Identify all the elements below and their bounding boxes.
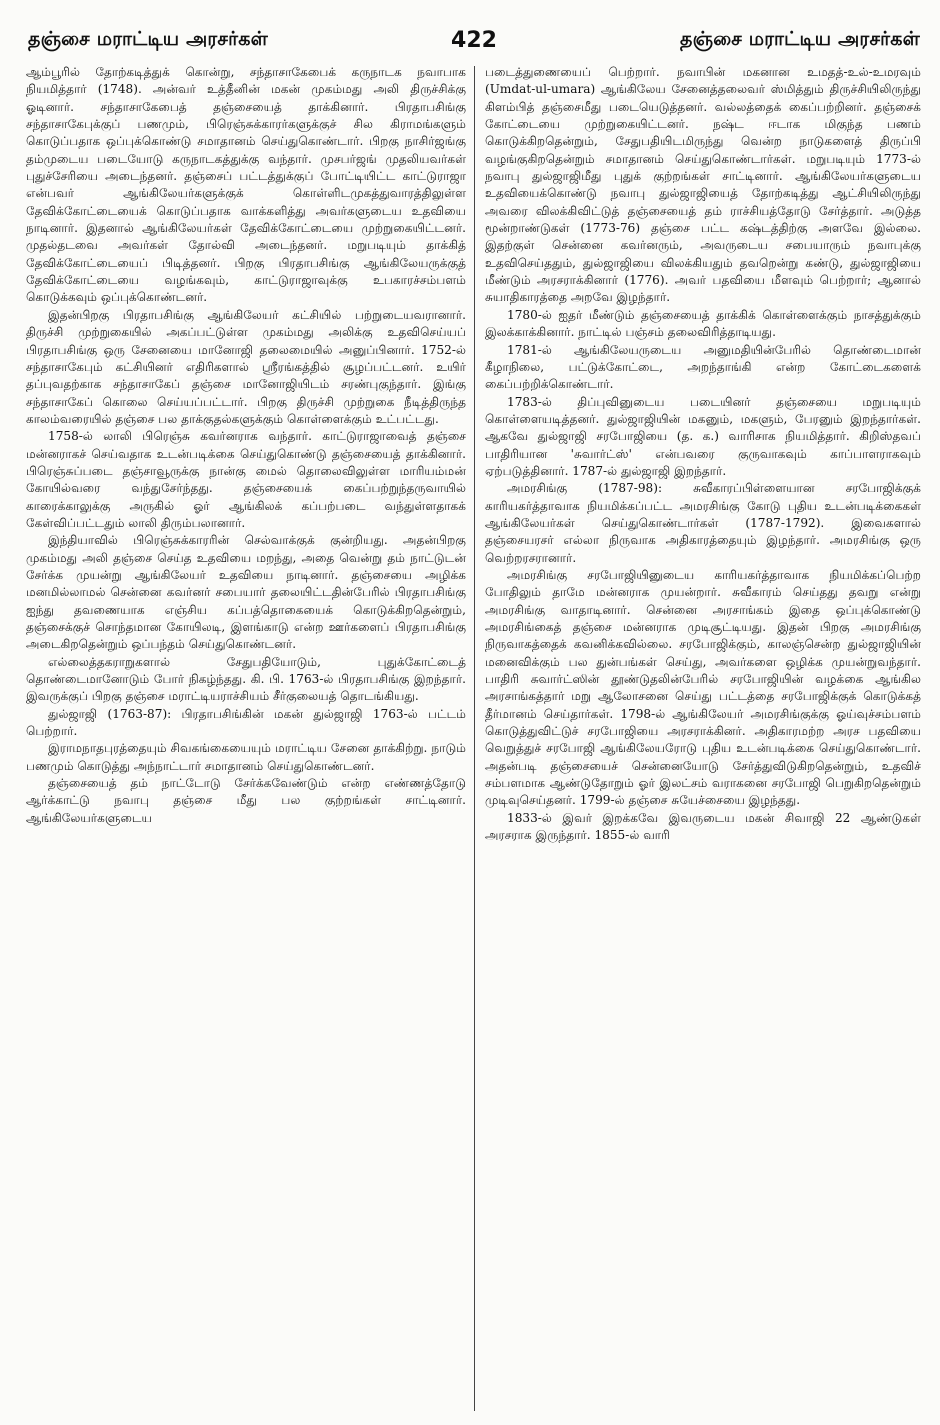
running-title-right: தஞ்சை மராட்டிய அரசர்கள் [680,27,920,50]
paragraph: 1780-ல் ஐதர் மீண்டும் தஞ்சையைத் தாக்கிக் கொள்ளைக்கும் நாசத்துக்கும் இலக்காக்கினார். நாட்டில் பஞ்சம் தலைவிரித்தாடியது. [485,307,921,340]
left-column [26,64,466,1414]
paragraph: 1833-ல் இவர் இறக்கவே இவருடைய மகன் சிவாஜி 22 ஆண்டுகள் அரசராக இருந்தார். 1855-ல் வாரி [485,810,921,843]
paragraph: அமரசிங்கு (1787-98): சுவீகாரப்பிள்ளையான சரபோஜிக்குக் காரியகர்த்தாவாக நியமிக்கப்பட்ட அமரசிங்கு கோடு புதிய உடன்படிக்கைகள் ஆங்கிலேயர்கள் செய்துகொண்டார்கள் (1787-1792). இவைகளால் தஞ்சையரசர் எல்லா நிருவாக அதிகாரத்தையும் இழந்தார். அமரசிங்கு ஒரு வெற்றரசரானார். [485,481,921,565]
page-number: 422 [451,27,497,53]
page-header [28,22,920,58]
paragraph: தஞ்சையைத் தம் நாட்டோடு சேர்க்கவேண்டும் என்ற எண்ணத்தோடு ஆர்க்காட்டு நவாபு தஞ்சை மீது பல குற்றங்கள் சாட்டினார். ஆங்கிலேயர்களுடைய [26,776,466,825]
paragraph: அமரசிங்கு சரபோஜியினுடைய காரியகர்த்தாவாக நியமிக்கப்பெற்ற போதிலும் தாமே மன்னராக முயன்றார். சுவீகாரம் செய்தது தவறு என்று அமரசிங்கு வாதாடினார். சென்னை அரசாங்கம் இதை ஒப்புக்கொண்டு அமரசிங்கைத் தஞ்சை மன்னராக முடிசூட்டியது. இதன் பிறகு அமரசிங்கு நிருவாகத்தைக் கவனிக்கவில்லை. சரபோஜிக்கும், காலஞ்சென்ற துல்ஜாஜியின் மனைவிக்கும் பல துன்பங்கள் செய்து, அவர்களை ஒழிக்க முயன்றுவந்தார். பாதிரி சுவார்ட்ஸின் தூண்டுதலின்பேரில் சரபோஜியின் வழக்கை ஆங்கில அரசாங்கத்தார் மறு ஆலோசனை செய்து பட்டத்தை சரபோஜிக்குக் கொடுக்கத் தீர்மானம் செய்தார்கள். 1798-ல் ஆங்கிலேயர் அமரசிங்குக்கு ஓய்வுச்சம்பளம் கொடுத்துவிட்டுச் சரபோஜியை அரசராக்கினர். அதிகாரமற்ற அரச பதவியை வெறுத்துச் சரபோஜி ஆங்கிலேயரோடு புதிய உடன்படிக்கை செய்துகொண்டார். அதன்படி தஞ்சையைச் சென்னையோடு சேர்த்துவிடுகிறதென்றும், உதவிச் சம்பளமாக ஆண்டுதோறும் ஓர் இலட்சம் வராகனை சரபோஜி பெறுகிறதென்றும் முடிவுசெய்தனர். 1799-ல் தஞ்சை சுயேச்சையை இழந்தது. [485,567,921,808]
paragraph: 1781-ல் ஆங்கிலேயருடைய அனுமதியின்பேரில் தொண்டைமான் கீழாநிலை, பட்டுக்கோட்டை, அறந்தாங்கி என்ற கோட்டைகளைக் கைப்பற்றிக்கொண்டார். [485,342,921,392]
paragraph: 1783-ல் திப்புவினுடைய படையினர் தஞ்சையை மறுபடியும் கொள்ளையடித்தனர். துல்ஜாஜியின் மகனும், மகளும், பேரனும் இறந்தார்கள். ஆகவே துல்ஜாஜி சரபோஜியை (த. க.) வாரிசாக நியமித்தார். கிறிஸ்தவப் பாதிரியான 'சுவார்ட்ஸ்' என்பவரை குருவாகவும் காப்பாளராகவும் ஏற்படுத்தினார். 1787-ல் துல்ஜாஜி இறந்தார். [485,394,921,478]
paragraph: துல்ஜாஜி (1763-87): பிரதாபசிங்கின் மகன் துல்ஜாஜி 1763-ல் பட்டம் பெற்றார். [26,706,466,739]
paragraph: படைத்துணையைப் பெற்றார். நவாபின் மகனான உமதத்-உல்-உமரவும் (Umdat-ul-umara) ஆங்கிலேய சேனைத்தலைவர் ஸ்மித்தும் திருச்சியிலிருந்து கிளம்பித் தஞ்சைமீது படையெடுத்தனர். வல்லத்தைக் கைப்பற்றினர். தஞ்சைக் கோட்டையை முற்றுகையிட்டனர். நஷ்ட ஈடாக மிகுந்த பணம் கொடுக்கிறதென்றும், சேதுபதியிடமிருந்து வென்ற நாடுகளைத் திருப்பி வழங்குகிறதென்றும் சமாதானம் செய்துகொண்டார்கள். மறுபடியும் 1773-ல் நவாபு துல்ஜாஜிமீது புதுக் குற்றங்கள் சாட்டினார். ஆங்கிலேயர்களுடைய உதவியைக்கொண்டு நவாபு துல்ஜாஜியைத் தோற்கடித்து ஆட்சியிலிருந்து அவரை விலக்கிவிட்டுத் தஞ்சையைத் தம் ராச்சியத்தோடு சேர்த்தார். அடுத்த மூன்றாண்டுகள் (1773-76) தஞ்சை பட்ட கஷ்டத்திற்கு அளவே இல்லை. இதற்குள் சென்னை கவர்னரும், அவருடைய சபையாரும் நவாபுக்கு உதவிசெய்ததும், துல்ஜாஜியை விலக்கியதும் தவறென்று கண்டு, துல்ஜாஜியை மீண்டும் அரசராக்கினார் (1776). அவர் பதவியை மீளவும் பெற்றார்; ஆனால் சுயாதிகாரத்தை அறவே இழந்தார். [485,65,921,305]
paragraph: 1758-ல் லாலி பிரெஞ்சு கவர்னராக வந்தார். காட்டுராஜாவைத் தஞ்சை மன்னராகச் செய்வதாக உடன்படிக்கை செய்துகொண்டு தஞ்சையைத் தாக்கினார். பிரெஞ்சுப்படை தஞ்சாவூருக்கு நான்கு மைல் தொலைவிலுள்ள மாரியம்மன் கோயில்வரை வந்துசேர்ந்தது. தஞ்சையைக் கைப்பற்றுந்தருவாயில் காரைக்காலுக்கு அருகில் ஓர் ஆங்கிலக் கப்பற்படை வந்துள்ளதாகக் கேள்விப்பட்டதும் லாலி திரும்பலானார். [26,429,466,530]
paragraph: எல்லைத்தகராறுகளால் சேதுபதியோடும், புதுக்கோட்டைத் தொண்டைமானோடும் போர் நிகழ்ந்தது. கி. பி. 1763-ல் பிரதாபசிங்கு இறந்தார். இவருக்குப் பிறகு தஞ்சை மராட்டியராச்சியம் சீர்குலையத் தொடங்கியது. [26,654,466,704]
paragraph: இராமநாதபுரத்தையும் சிவகங்கையையும் மராட்டிய சேனை தாக்கிற்று. நாடும் பணமும் கொடுத்து அந்நாட்டார் சமாதானம் செய்துகொண்டனர். [26,741,466,773]
paragraph: ஆம்பூரில் தோற்கடித்துக் கொன்று, சந்தாசாகேபைக் கருநாடக நவாபாக நியமித்தார் (1748). அன்வர் உத்தீனின் மகன் முகம்மது அலி திருச்சிக்கு ஓடினார். சந்தாசாகேபைத் தஞ்சையைத் தாக்கினார். பிரதாபசிங்கு சந்தாசாகேபுக்குப் பணமும், பிரெஞ்சுக்காரர்களுக்குச் சில கிராமங்களும் கொடுப்பதாக ஒப்புக்கொண்டு சமாதானம் செய்துகொண்டார். பிறகு நாசிர்ஜங்கு தம்முடைய படையோடு கருநாடகத்துக்கு வந்தார். முசபர்ஜங் முதலியவர்கள் புதுச்சேரியை அடைந்தனர். தஞ்சைப் பட்டத்துக்குப் போட்டியிட்ட காட்டுராஜா என்பவர் ஆங்கிலேயர்களுக்குக் கொள்ளிடமுகத்துவாரத்திலுள்ள தேவிக்கோட்டையைக் கொடுப்பதாக வாக்களித்து அவர்களுடைய உதவியை நாடினார். இதனால் ஆங்கிலேயர்கள் தேவிக்கோட்டையை முற்றுகையிட்டனர். முதல்தடவை அவர்கள் தோல்வி அடைந்தனர். மறுபடியும் தாக்கித் தேவிக்கோட்டையைப் பிடித்தனர். பிறகு பிரதாபசிங்கு ஆங்கிலேயருக்குத் தேவிக்கோட்டையை வழங்கவும், காட்டுராஜாவுக்கு உபகாரச்சம்பளம் கொடுக்கவும் ஒப்புக்கொண்டனர். [26,65,466,305]
running-title-left: தஞ்சை மராட்டிய அரசர்கள் [28,27,268,50]
column-divider [474,66,475,1411]
paragraph: இந்தியாவில் பிரெஞ்சுக்காரரின் செல்வாக்குக் குன்றியது. அதன்பிறகு முகம்மது அலி தஞ்சை செய்த உதவியை மறந்து, அதை வென்று தம் நாட்டுடன் சேர்க்க முயன்று ஆங்கிலேயர் உதவியை நாடினார். தஞ்சையை அழிக்க மனமில்லாமல் சென்னை கவர்னர் சபையார் தலையிட்டதின்பேரில் பிரதாபசிங்கு ஐந்து தவணையாக எஞ்சிய கப்பத்தொகையைக் கொடுக்கிறதென்றும், தஞ்சைக்குச் சொந்தமான கோயிலடி, இளங்காடு என்ற ஊர்களைப் பிரதாபசிங்கு அடைகிறதென்றும் ஒப்பந்தம் செய்துகொண்டனர். [26,533,466,652]
paragraph: இதன்பிறகு பிரதாபசிங்கு ஆங்கிலேயர் கட்சியில் பற்றுடையவரானார். திருச்சி முற்றுகையில் அகப்பட்டுள்ள முகம்மது அலிக்கு உதவிசெய்யப் பிரதாபசிங்கு ஒரு சேனையை மானோஜி தலைமையில் அனுப்பினார். 1752-ல் சந்தாசாகேபும் கட்சியினர் எதிரிகளால் ஸ்ரீரங்கத்தில் சூழப்பட்டனர். உயிர் தப்புவதற்காக சந்தாசாகேப் தஞ்சை மானோஜியிடம் சரண்புகுந்தார். இங்கு சந்தாசாகேப் கொலை செய்யப்பட்டார். பிறகு திருச்சி முற்றுகை நீடித்திருந்த காலம்வரையில் தஞ்சை பல தாக்குதல்களுக்கும் கொள்ளைக்கும் உட்பட்டது. [26,307,466,426]
right-column [485,64,921,1414]
